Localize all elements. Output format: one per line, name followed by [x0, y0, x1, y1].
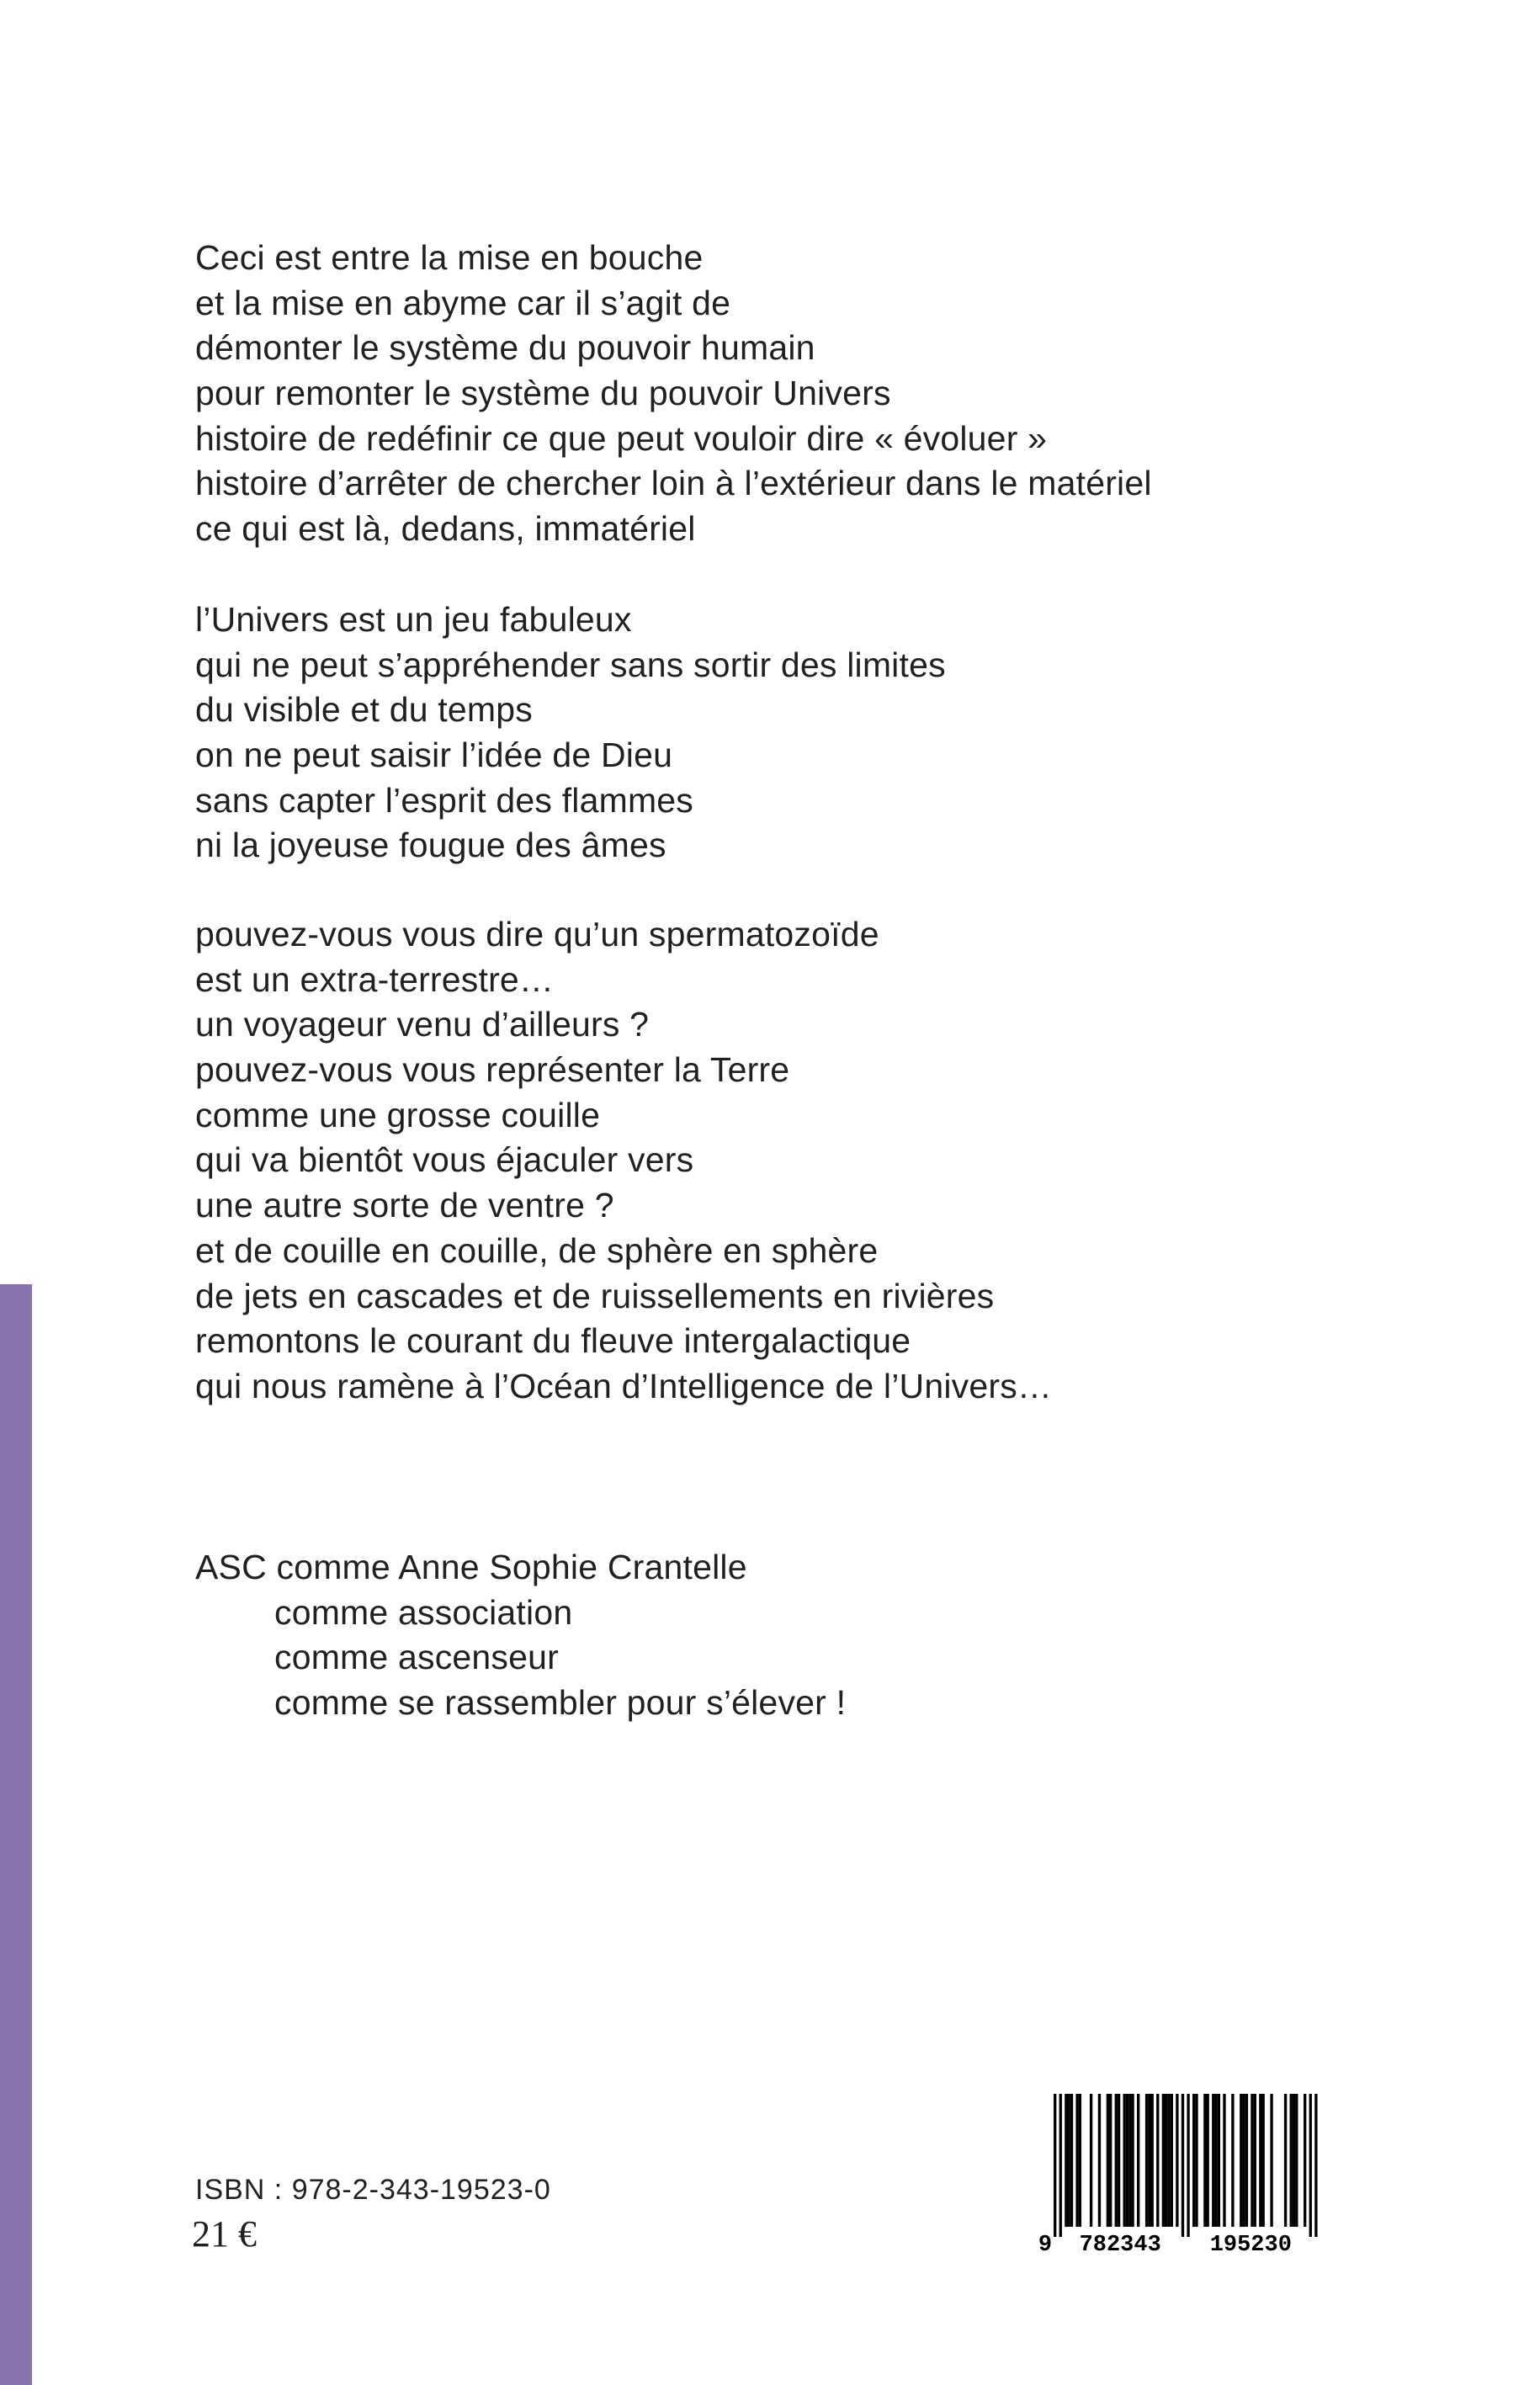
barcode-bar: [1242, 2094, 1245, 2227]
barcode-bar: [1165, 2094, 1167, 2227]
barcode-bar: [1068, 2094, 1070, 2227]
barcode-bar: [1123, 2094, 1126, 2227]
signature-line: comme se rassembler pour s’élever !: [274, 1683, 847, 1723]
barcode-digit-first: 9: [1038, 2233, 1053, 2258]
barcode-bar: [1128, 2094, 1131, 2227]
blurb-line: de jets en cascades et de ruissellements en rivières: [195, 1276, 995, 1315]
blurb-line: et la mise en abyme car il s’agit de: [195, 283, 731, 322]
barcode-bar: [1059, 2094, 1062, 2237]
blurb-line: qui nous ramène à l’Océan d’Intelligence de l’Univers…: [195, 1366, 1053, 1405]
barcode-bar: [1218, 2094, 1220, 2227]
barcode-bar: [1314, 2094, 1317, 2237]
blurb-line: pouvez-vous vous représenter la Terre: [195, 1050, 790, 1090]
barcode-bar: [1131, 2094, 1134, 2227]
blurb-line: comme une grosse couille: [195, 1095, 601, 1134]
barcode-bar: [1212, 2094, 1214, 2227]
barcode-bar: [1259, 2094, 1261, 2227]
barcode-bar: [1182, 2094, 1184, 2237]
side-color-bar: [0, 1284, 32, 2385]
barcode-bar: [1115, 2094, 1118, 2227]
barcode-digits-right: 195230: [1209, 2233, 1292, 2258]
blurb-line: on ne peut saisir l’idée de Dieu: [195, 736, 673, 775]
barcode: [1033, 2087, 1341, 2260]
blurb-stanza-1: [195, 236, 1407, 552]
barcode-bar: [1304, 2094, 1306, 2227]
author-signature: [195, 1545, 1407, 1726]
price-label: 21 €: [192, 2213, 257, 2255]
blurb-line: histoire de redéfinir ce que peut vouloir dire « évoluer »: [195, 418, 1048, 458]
barcode-bar: [1309, 2094, 1312, 2237]
barcode-bar: [1231, 2094, 1234, 2227]
barcode-bar: [1214, 2094, 1217, 2227]
barcode-bar: [1293, 2094, 1295, 2227]
blurb-line: ni la joyeuse fougue des âmes: [195, 826, 666, 865]
barcode-bar: [1203, 2094, 1206, 2227]
barcode-bar: [1167, 2094, 1170, 2227]
barcode-bar: [1195, 2094, 1197, 2227]
blurb-line: est un extra-terrestre…: [195, 959, 555, 999]
blurb-line: du visible et du temps: [195, 690, 533, 730]
barcode-bar: [1207, 2094, 1209, 2227]
barcode-bar: [1145, 2094, 1148, 2227]
blurb-line: ce qui est là, dedans, immatériel: [195, 509, 696, 549]
barcode-bar: [1187, 2094, 1189, 2237]
barcode-bar: [1156, 2094, 1159, 2227]
blurb-line: l’Univers est un jeu fabuleux: [195, 600, 632, 639]
signature-line: comme ascenseur: [274, 1638, 559, 1677]
barcode-graphic: [1033, 2087, 1341, 2260]
blurb-line: remontons le courant du fleuve intergalactique: [195, 1321, 911, 1361]
barcode-bar: [1290, 2094, 1293, 2227]
blurb-line: Ceci est entre la mise en bouche: [195, 238, 704, 277]
barcode-bar: [1079, 2094, 1081, 2227]
barcode-bar: [1270, 2094, 1272, 2227]
barcode-bar: [1254, 2094, 1256, 2227]
barcode-bar: [1162, 2094, 1165, 2227]
blurb-line: et de couille en couille, de sphère en sphère: [195, 1230, 879, 1270]
barcode-bar: [1126, 2094, 1128, 2227]
barcode-bar: [1262, 2094, 1265, 2227]
blurb-stanza-3: [195, 912, 1407, 1410]
barcode-bar: [1251, 2094, 1253, 2227]
signature-line: comme association: [274, 1592, 573, 1632]
barcode-bar: [1107, 2094, 1109, 2227]
barcode-bar: [1240, 2094, 1242, 2227]
barcode-bar: [1098, 2094, 1101, 2227]
isbn-number: ISBN : 978-2-343-19523-0: [195, 2174, 551, 2206]
blurb-line: une autre sorte de ventre ?: [195, 1186, 614, 1225]
blurb-line: pouvez-vous vous dire qu’un spermatozoïde: [195, 915, 879, 953]
barcode-bar: [1075, 2094, 1078, 2227]
barcode-bar: [1137, 2094, 1139, 2227]
barcode-bar: [1223, 2094, 1225, 2227]
signature-line: ASC comme Anne Sophie Crantelle: [195, 1548, 747, 1586]
barcode-bar: [1295, 2094, 1298, 2227]
blurb-line: sans capter l’esprit des flammes: [195, 780, 694, 820]
barcode-digits-left: 782343: [1079, 2233, 1161, 2258]
barcode-bar: [1118, 2094, 1120, 2227]
barcode-bar: [1054, 2094, 1056, 2237]
blurb-line: qui ne peut s’appréhender sans sortir des limites: [195, 645, 946, 684]
blurb-line: un voyageur venu d’ailleurs ?: [195, 1005, 650, 1044]
barcode-bar: [1284, 2094, 1287, 2227]
barcode-bar: [1171, 2094, 1173, 2227]
blurb-line: démonter le système du pouvoir humain: [195, 328, 815, 368]
barcode-bar: [1245, 2094, 1248, 2227]
barcode-bar: [1192, 2094, 1195, 2227]
blurb-line: pour remonter le système du pouvoir Univers: [195, 374, 891, 413]
barcode-bar: [1109, 2094, 1112, 2227]
barcode-bar: [1070, 2094, 1073, 2227]
barcode-bar: [1065, 2094, 1067, 2227]
blurb-line: histoire d’arrêter de chercher loin à l’extérieur dans le matériel: [195, 464, 1152, 503]
blurb-line: qui va bientôt vous éjaculer vers: [195, 1140, 694, 1180]
barcode-bar: [1176, 2094, 1178, 2227]
barcode-bar: [1148, 2094, 1150, 2227]
barcode-bar: [1151, 2094, 1154, 2227]
barcode-bar: [1090, 2094, 1092, 2227]
blurb-stanza-2: [195, 598, 1407, 868]
